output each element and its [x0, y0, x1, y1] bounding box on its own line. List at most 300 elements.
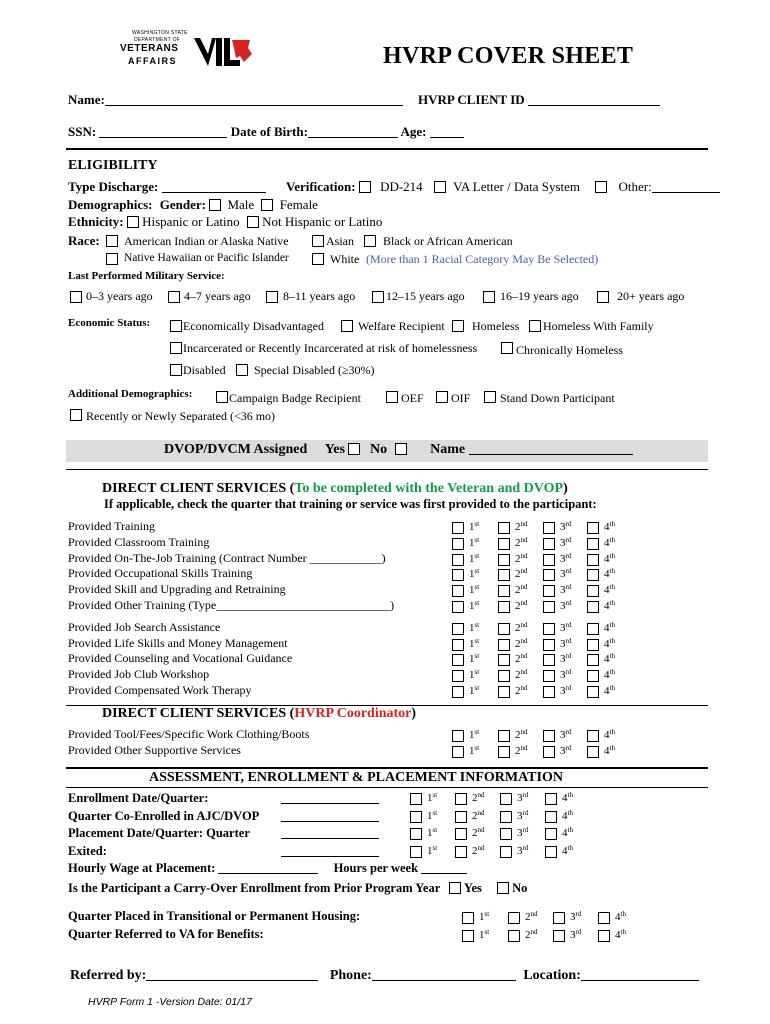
dd214-checkbox[interactable] [359, 181, 371, 193]
type-discharge-label: Type Discharge: [68, 179, 159, 194]
service-6-q2-checkbox[interactable] [498, 623, 510, 635]
quarter-label: 2nd [515, 652, 528, 665]
service-9-q3-checkbox[interactable] [543, 670, 555, 682]
service-item-label: Provided Other Training (Type_____________________________) [68, 598, 395, 612]
verification-label: Verification: [286, 179, 356, 194]
quarter-label: 2nd [515, 668, 528, 681]
campaign-checkbox[interactable] [216, 391, 228, 403]
quarter-label: 2nd [515, 599, 528, 612]
coordinator-0-q2-checkbox[interactable] [498, 730, 510, 742]
housing-1-q1-checkbox[interactable] [462, 930, 474, 942]
quarter-label: 3rd [560, 637, 572, 650]
location-field[interactable] [581, 968, 699, 981]
other-checkbox[interactable] [595, 181, 607, 193]
quarter-label: 4th [562, 826, 573, 839]
service-item-label: Provided Tool/Fees/Specific Work Clothing/Boots [68, 727, 310, 741]
quarter-label: 4th [615, 928, 626, 941]
coordinator-0-q3-checkbox[interactable] [543, 730, 555, 742]
quarter-label: 4th [604, 668, 615, 681]
service-4-q1-checkbox[interactable] [452, 585, 464, 597]
service-7-q4-checkbox[interactable] [587, 639, 599, 651]
service-4-q2-checkbox[interactable] [498, 585, 510, 597]
logo-text-dept: DEPARTMENT OF [134, 37, 181, 43]
quarter-row [0, 567, 770, 583]
quarter-label: 2nd [515, 728, 528, 741]
quarter-label: 4th [604, 637, 615, 650]
campaign-label: Campaign Badge Recipient [229, 391, 361, 405]
quarter-label: 1st [469, 668, 480, 681]
age-label: Age: [400, 124, 427, 139]
divider [66, 767, 708, 769]
hours-field[interactable] [421, 861, 467, 874]
logo-text-veterans: VETERANS [120, 43, 179, 54]
quarter-label: 4th [604, 567, 615, 580]
service-item-label: Provided Classroom Training [68, 535, 210, 549]
separated-checkbox[interactable] [70, 409, 82, 421]
quarter-label: 1st [479, 910, 490, 923]
assess-3-q3-checkbox[interactable] [500, 846, 512, 858]
coordinator-1-q3-checkbox[interactable] [543, 746, 555, 758]
disabled-checkbox[interactable] [170, 364, 182, 376]
service-8-q2-checkbox[interactable] [498, 654, 510, 666]
incarcerated-label: Incarcerated or Recently Incarcerated at risk of homelessness [183, 341, 478, 355]
welfare-label: Welfare Recipient [358, 319, 445, 333]
quarter-label: 4th [604, 599, 615, 612]
ssn-field[interactable] [99, 125, 227, 138]
name-label: Name: [68, 92, 105, 107]
service-1-q3-checkbox[interactable] [543, 538, 555, 550]
dvop-name-field[interactable] [469, 442, 633, 455]
female-checkbox[interactable] [261, 199, 273, 211]
hispanic-label: Hispanic or Latino [142, 214, 240, 229]
white-checkbox[interactable] [312, 253, 324, 265]
service-6-q4-checkbox[interactable] [587, 623, 599, 635]
quarter-label: 3rd [560, 728, 572, 741]
coordinator-services-heading: DIRECT CLIENT SERVICES (HVRP Coordinator) [102, 706, 417, 721]
quarter-label: 2nd [515, 583, 528, 596]
homeless-family-label: Homeless With Family [543, 319, 654, 333]
quarter-label: 3rd [560, 552, 572, 565]
quarter-label: 4th [562, 809, 573, 822]
quarter-label: 2nd [472, 791, 485, 804]
assess-1-q2-checkbox[interactable] [455, 811, 467, 823]
wage-field[interactable] [218, 861, 318, 874]
referred-by-field[interactable] [146, 968, 318, 981]
service-6-q1-checkbox[interactable] [452, 623, 464, 635]
service-2-q2-checkbox[interactable] [498, 554, 510, 566]
other-field[interactable] [652, 180, 720, 193]
divider [66, 787, 708, 788]
service-16-19-checkbox[interactable] [483, 291, 495, 303]
coordinator-0-q1-checkbox[interactable] [452, 730, 464, 742]
homeless-checkbox[interactable] [452, 320, 464, 332]
service-4-7-checkbox[interactable] [168, 291, 180, 303]
oef-checkbox[interactable] [386, 391, 398, 403]
client-id-label: HVRP CLIENT ID [418, 92, 525, 107]
assess-1-q1-checkbox[interactable] [410, 811, 422, 823]
quarter-label: 1st [469, 744, 480, 757]
assessment-heading: ASSESSMENT, ENROLLMENT & PLACEMENT INFORMATION [149, 770, 563, 785]
quarter-row [0, 536, 770, 552]
quarter-label: 4th [604, 728, 615, 741]
service-5-q2-checkbox[interactable] [498, 601, 510, 613]
quarter-row [0, 826, 770, 842]
service-7-q1-checkbox[interactable] [452, 639, 464, 651]
age-field[interactable] [430, 125, 464, 138]
quarter-row [0, 599, 770, 615]
quarter-label: 4th [604, 621, 615, 634]
placement-label: Placement Date/Quarter: Quarter [68, 826, 250, 840]
quarter-label: 2nd [515, 552, 528, 565]
housing-label: Quarter Placed in Transitional or Permanent Housing: [68, 909, 361, 923]
service-item-label: Provided Skill and Upgrading and Retraining [68, 582, 286, 596]
quarter-label: 2nd [472, 844, 485, 857]
quarter-row [0, 744, 770, 760]
not-hispanic-checkbox[interactable] [247, 216, 259, 228]
logo-emblem-icon [192, 34, 254, 70]
coordinator-0-q4-checkbox[interactable] [587, 730, 599, 742]
service-3-q2-checkbox[interactable] [498, 569, 510, 581]
assess-0-q4-checkbox[interactable] [545, 793, 557, 805]
quarter-label: 3rd [517, 826, 529, 839]
exited-label: Exited: [68, 844, 107, 858]
service-3-q4-checkbox[interactable] [587, 569, 599, 581]
referred-by-label: Referred by: [70, 968, 147, 983]
chronic-checkbox[interactable] [501, 342, 513, 354]
econ-disadv-label: Economically Disadvantaged [183, 319, 324, 333]
service-item-label: Provided Life Skills and Money Management [68, 636, 288, 650]
dvop-no-label: No [369, 442, 388, 457]
quarter-label: 4th [604, 652, 615, 665]
housing-1-q2-checkbox[interactable] [508, 930, 520, 942]
service-3-q3-checkbox[interactable] [543, 569, 555, 581]
homeless-label: Homeless [472, 319, 520, 333]
quarter-label: 4th [604, 744, 615, 757]
service-option-label: 8–11 years ago [283, 289, 356, 303]
separated-label: Recently or Newly Separated (<36 mo) [86, 409, 276, 423]
service-5-q4-checkbox[interactable] [587, 601, 599, 613]
assess-0-q1-checkbox[interactable] [410, 793, 422, 805]
econ-disadv-checkbox[interactable] [170, 320, 182, 332]
service-1-q4-checkbox[interactable] [587, 538, 599, 550]
quarter-row [0, 652, 770, 668]
carryover-yes-label: Yes [463, 881, 482, 895]
quarter-row [0, 910, 770, 926]
quarter-label: 4th [615, 910, 626, 923]
quarter-label: 1st [469, 728, 480, 741]
quarter-label: 3rd [570, 928, 582, 941]
coenroll-label: Quarter Co-Enrolled in AJC/DVOP [68, 809, 260, 823]
quarter-label: 4th [562, 791, 573, 804]
eligibility-heading: ELIGIBILITY [68, 158, 158, 173]
quarter-label: 3rd [560, 684, 572, 697]
type-discharge-field[interactable] [162, 180, 266, 193]
black-label: Black or African American [383, 234, 513, 248]
client-id-field[interactable] [528, 93, 660, 106]
coordinator-1-q4-checkbox[interactable] [587, 746, 599, 758]
assess-2-q2-checkbox[interactable] [455, 828, 467, 840]
coordinator-1-q1-checkbox[interactable] [452, 746, 464, 758]
quarter-row [0, 791, 770, 807]
quarter-label: 3rd [560, 621, 572, 634]
service-7-q2-checkbox[interactable] [498, 639, 510, 651]
quarter-label: 1st [469, 684, 480, 697]
quarter-label: 3rd [560, 520, 572, 533]
quarter-label: 3rd [570, 910, 582, 923]
service-5-q1-checkbox[interactable] [452, 601, 464, 613]
quarter-label: 4th [604, 583, 615, 596]
service-9-q2-checkbox[interactable] [498, 670, 510, 682]
service-10-q4-checkbox[interactable] [587, 686, 599, 698]
gender-label: Gender: [159, 197, 206, 212]
quarter-label: 4th [604, 684, 615, 697]
stand-down-label: Stand Down Participant [500, 391, 615, 405]
quarter-label: 3rd [517, 844, 529, 857]
dvop-yes-checkbox[interactable] [348, 443, 360, 455]
service-4-q4-checkbox[interactable] [587, 585, 599, 597]
welfare-checkbox[interactable] [341, 320, 353, 332]
assess-2-q4-checkbox[interactable] [545, 828, 557, 840]
quarter-label: 3rd [560, 583, 572, 596]
service-0-q2-checkbox[interactable] [498, 522, 510, 534]
dob-label: Date of Birth: [230, 124, 308, 139]
service-8-q4-checkbox[interactable] [587, 654, 599, 666]
divider [66, 469, 708, 470]
housing-1-q3-checkbox[interactable] [553, 930, 565, 942]
service-option-label: 4–7 years ago [184, 289, 251, 303]
quarter-row [0, 520, 770, 536]
quarter-label: 1st [469, 567, 480, 580]
carryover-no-label: No [512, 881, 528, 895]
phone-field[interactable] [372, 968, 516, 981]
service-4-q3-checkbox[interactable] [543, 585, 555, 597]
last-service-label: Last Performed Military Service: [68, 270, 225, 282]
wage-label: Hourly Wage at Placement: [68, 861, 216, 875]
service-item-label: Provided Other Supportive Services [68, 743, 241, 757]
service-5-q3-checkbox[interactable] [543, 601, 555, 613]
assess-0-q3-checkbox[interactable] [500, 793, 512, 805]
form-version: HVRP Form 1 -Version Date: 01/17 [88, 996, 252, 1008]
assess-3-q1-checkbox[interactable] [410, 846, 422, 858]
quarter-row [0, 668, 770, 684]
dob-field[interactable] [308, 125, 398, 138]
quarter-label: 3rd [560, 744, 572, 757]
quarter-label: 1st [427, 791, 438, 804]
service-2-q3-checkbox[interactable] [543, 554, 555, 566]
service-8-q1-checkbox[interactable] [452, 654, 464, 666]
housing-1-q4-checkbox[interactable] [598, 930, 610, 942]
service-1-q1-checkbox[interactable] [452, 538, 464, 550]
location-label: Location: [523, 968, 581, 983]
quarter-row [0, 621, 770, 637]
oef-label: OEF [401, 391, 424, 405]
quarter-label: 2nd [472, 809, 485, 822]
not-hispanic-label: Not Hispanic or Latino [262, 214, 383, 229]
assess-2-q1-checkbox[interactable] [410, 828, 422, 840]
race-note: (More than 1 Racial Category May Be Selected) [366, 252, 599, 266]
service-item-label: Provided Training [68, 519, 156, 533]
dvop-yes-label: Yes [324, 442, 345, 457]
stand-down-checkbox[interactable] [484, 391, 496, 403]
male-label: Male [227, 197, 255, 212]
quarter-label: 3rd [560, 599, 572, 612]
housing-0-q4-checkbox[interactable] [598, 912, 610, 924]
service-10-q3-checkbox[interactable] [543, 686, 555, 698]
service-3-q1-checkbox[interactable] [452, 569, 464, 581]
service-10-q2-checkbox[interactable] [498, 686, 510, 698]
service-option-label: 20+ years ago [617, 289, 685, 303]
male-checkbox[interactable] [209, 199, 221, 211]
oif-checkbox[interactable] [436, 391, 448, 403]
service-6-q3-checkbox[interactable] [543, 623, 555, 635]
race-label: Race: [68, 233, 100, 248]
quarter-label: 2nd [515, 567, 528, 580]
service-0-q1-checkbox[interactable] [452, 522, 464, 534]
quarter-label: 1st [469, 637, 480, 650]
disabled-label: Disabled [183, 363, 226, 377]
quarter-label: 3rd [560, 652, 572, 665]
quarter-label: 2nd [515, 684, 528, 697]
quarter-row [0, 728, 770, 744]
asian-label: Asian [326, 234, 354, 248]
assess-0-q2-checkbox[interactable] [455, 793, 467, 805]
quarter-label: 2nd [525, 928, 538, 941]
quarter-label: 2nd [515, 637, 528, 650]
amer-indian-label: American Indian or Alaska Native [124, 234, 289, 248]
service-9-q4-checkbox[interactable] [587, 670, 599, 682]
service-20plus-checkbox[interactable] [597, 291, 609, 303]
service-item-label: Provided Compensated Work Therapy [68, 683, 252, 697]
quarter-label: 3rd [560, 536, 572, 549]
amer-indian-checkbox[interactable] [106, 235, 118, 247]
homeless-family-checkbox[interactable] [529, 320, 541, 332]
quarter-label: 2nd [515, 536, 528, 549]
service-7-q3-checkbox[interactable] [543, 639, 555, 651]
quarter-label: 1st [469, 599, 480, 612]
service-0-q4-checkbox[interactable] [587, 522, 599, 534]
enroll-label: Enrollment Date/Quarter: [68, 791, 209, 805]
direct-services-heading: DIRECT CLIENT SERVICES (To be completed with the Veteran and DVOP) [102, 481, 568, 496]
quarter-label: 4th [604, 552, 615, 565]
dvop-no-checkbox[interactable] [395, 443, 407, 455]
ssn-label: SSN: [68, 124, 97, 139]
quarter-label: 1st [469, 583, 480, 596]
quarter-label: 1st [427, 844, 438, 857]
assess-1-q3-checkbox[interactable] [500, 811, 512, 823]
housing-0-q3-checkbox[interactable] [553, 912, 565, 924]
quarter-label: 4th [604, 520, 615, 533]
service-0-q3-checkbox[interactable] [543, 522, 555, 534]
hawaiian-label: Native Hawaiian or Pacific Islander [124, 252, 289, 264]
carryover-label: Is the Participant a Carry-Over Enrollment from Prior Program Year [68, 881, 441, 895]
referred-va-label: Quarter Referred to VA for Benefits: [68, 927, 264, 941]
special-disabled-checkbox[interactable] [236, 364, 248, 376]
coordinator-1-q2-checkbox[interactable] [498, 746, 510, 758]
housing-0-q1-checkbox[interactable] [462, 912, 474, 924]
service-9-q1-checkbox[interactable] [452, 670, 464, 682]
quarter-label: 1st [479, 928, 490, 941]
quarter-row [0, 684, 770, 700]
service-options [0, 289, 770, 305]
quarter-label: 3rd [560, 668, 572, 681]
housing-0-q2-checkbox[interactable] [508, 912, 520, 924]
quarter-label: 1st [469, 652, 480, 665]
quarter-label: 2nd [515, 744, 528, 757]
hours-label: Hours per week [333, 861, 419, 875]
quarter-label: 2nd [515, 621, 528, 634]
quarter-row [0, 809, 770, 825]
quarter-label: 1st [469, 520, 480, 533]
quarter-label: 3rd [517, 809, 529, 822]
carryover-yes-checkbox[interactable] [449, 882, 461, 894]
carryover-no-checkbox[interactable] [497, 882, 509, 894]
service-item-label: Provided Job Search Assistance [68, 620, 221, 634]
service-1-q2-checkbox[interactable] [498, 538, 510, 550]
service-8-q3-checkbox[interactable] [543, 654, 555, 666]
va-letter-checkbox[interactable] [434, 181, 446, 193]
quarter-label: 1st [427, 809, 438, 822]
quarter-row [0, 583, 770, 599]
service-option-label: 12–15 years ago [386, 289, 465, 303]
logo-text-state: WASHINGTON STATE [132, 30, 188, 36]
logo-text-affairs: AFFAIRS [128, 56, 178, 66]
va-letter-label: VA Letter / Data System [453, 179, 581, 194]
hispanic-checkbox[interactable] [127, 216, 139, 228]
service-12-15-checkbox[interactable] [372, 291, 384, 303]
quarter-row [0, 844, 770, 860]
quarter-label: 3rd [560, 567, 572, 580]
quarter-label: 2nd [515, 520, 528, 533]
service-2-q4-checkbox[interactable] [587, 554, 599, 566]
quarter-label: 1st [427, 826, 438, 839]
assess-3-q2-checkbox[interactable] [455, 846, 467, 858]
dd214-label: DD-214 [380, 179, 423, 194]
quarter-label: 1st [469, 621, 480, 634]
logo [120, 30, 255, 70]
name-field[interactable] [105, 93, 403, 106]
direct-services-sub: If applicable, check the quarter that training or service was first provided to the participant: [104, 497, 597, 511]
white-label: White [330, 252, 360, 266]
service-2-q1-checkbox[interactable] [452, 554, 464, 566]
special-disabled-label: Special Disabled (≥30%) [254, 363, 375, 377]
assess-1-q4-checkbox[interactable] [545, 811, 557, 823]
demographics-label: Demographics: [68, 197, 153, 212]
service-option-label: 0–3 years ago [86, 289, 153, 303]
service-item-label: Provided Counseling and Vocational Guidance [68, 651, 293, 665]
service-item-label: Provided On-The-Job Training (Contract Number ____________) [68, 551, 386, 565]
quarter-label: 4th [562, 844, 573, 857]
service-10-q1-checkbox[interactable] [452, 686, 464, 698]
quarter-label: 1st [469, 552, 480, 565]
phone-label: Phone: [329, 968, 372, 983]
hawaiian-checkbox[interactable] [106, 253, 118, 265]
service-option-label: 16–19 years ago [500, 289, 579, 303]
service-0-3-checkbox[interactable] [70, 291, 82, 303]
service-item-label: Provided Occupational Skills Training [68, 566, 253, 580]
assess-2-q3-checkbox[interactable] [500, 828, 512, 840]
service-item-label: Provided Job Club Workshop [68, 667, 210, 681]
service-8-11-checkbox[interactable] [266, 291, 278, 303]
page-title: HVRP COVER SHEET [383, 43, 634, 69]
incarcerated-checkbox[interactable] [170, 342, 182, 354]
asian-checkbox[interactable] [312, 235, 324, 247]
assess-3-q4-checkbox[interactable] [545, 846, 557, 858]
black-checkbox[interactable] [364, 235, 376, 247]
quarter-label: 3rd [517, 791, 529, 804]
quarter-label: 1st [469, 536, 480, 549]
additional-label: Additional Demographics: [68, 388, 193, 400]
quarter-label: 2nd [472, 826, 485, 839]
